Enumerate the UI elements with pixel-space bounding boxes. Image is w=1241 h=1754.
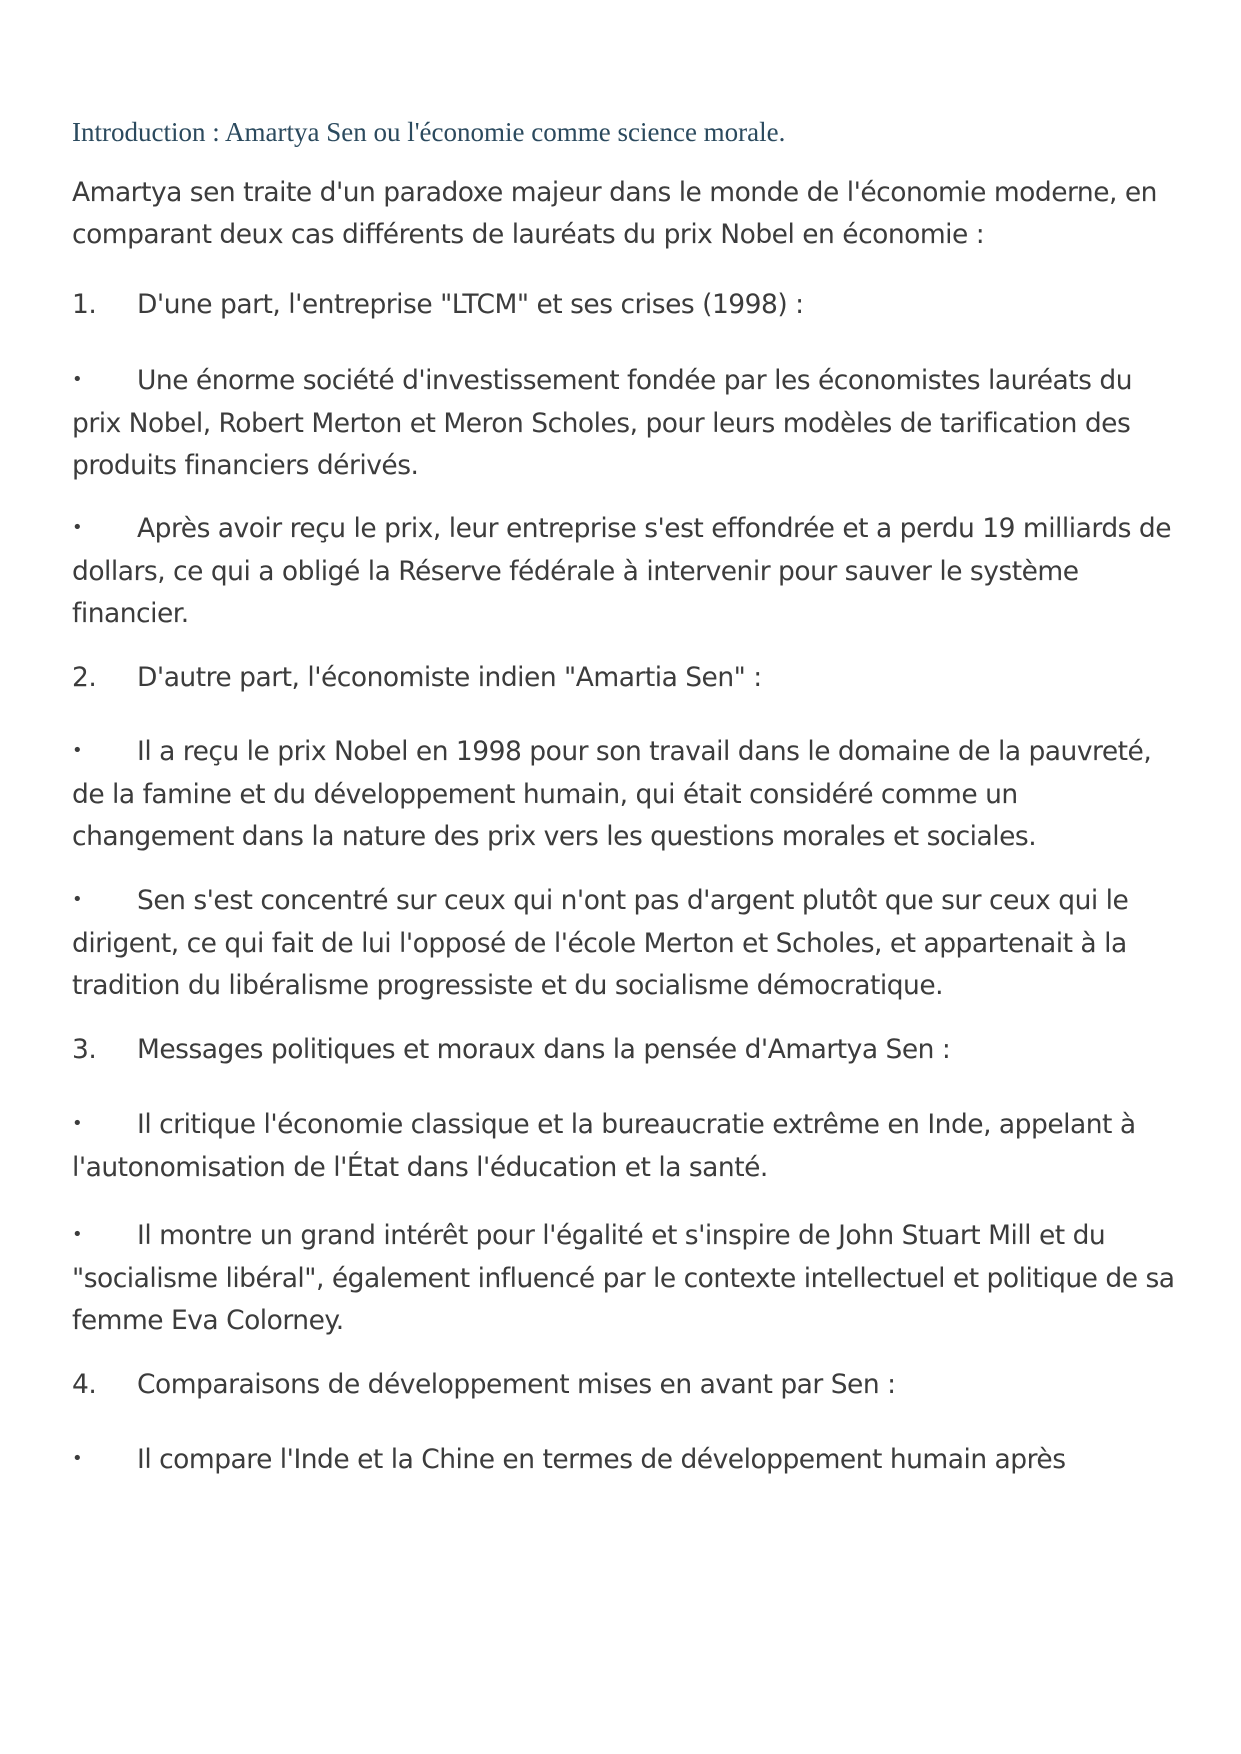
bullet-marker: • [72, 516, 83, 538]
list-number: 1. [72, 289, 97, 320]
bullet-marker: • [72, 1447, 83, 1469]
list-item-4 [72, 1364, 1182, 1406]
list-item-text: Comparaisons de développement mises en avant par Sen : [137, 1369, 896, 1400]
bullet-item [72, 1104, 1182, 1189]
bullet-text: Une énorme société d'investissement fondée par les économistes lauréats du prix Nobel, Robert Merton et Meron Scholes, pour leurs modèles de tarification des produits financiers dérivés. [72, 365, 1132, 481]
list-item-2 [72, 657, 1182, 699]
list-item-3 [72, 1029, 1182, 1071]
list-item-1 [72, 284, 1182, 326]
bullet-text: Il compare l'Inde et la Chine en termes de développement humain après [137, 1444, 1066, 1475]
bullet-item [72, 880, 1182, 1007]
document-title: Introduction : Amartya Sen ou l'économie comme science morale. [72, 117, 786, 147]
bullet-item [72, 508, 1182, 635]
list-number: 4. [72, 1369, 97, 1400]
bullet-text: Il critique l'économie classique et la bureaucratie extrême en Inde, appelant à l'autonomisation de l'État dans l'éducation et la santé. [72, 1109, 1136, 1183]
bullet-text: Il a reçu le prix Nobel en 1998 pour son travail dans le domaine de la pauvreté, de la famine et du développement humain, qui était considéré comme un changement dans la nature des prix vers les questions morales et sociales. [72, 736, 1152, 852]
list-number: 2. [72, 662, 97, 693]
bullet-item [72, 1215, 1182, 1342]
list-item-text: D'autre part, l'économiste indien "Amartia Sen" : [137, 662, 762, 693]
bullet-item [72, 1439, 1182, 1482]
bullet-marker: • [72, 1112, 83, 1134]
bullet-text: Sen s'est concentré sur ceux qui n'ont pas d'argent plutôt que sur ceux qui le dirigent, ce qui fait de lui l'opposé de l'école Merton et Scholes, et appartenait à la tradition du libéralisme progressiste et du socialisme démocratique. [72, 885, 1129, 1001]
bullet-item [72, 731, 1182, 858]
intro-paragraph: Amartya sen traite d'un paradoxe majeur dans le monde de l'économie moderne, en comparant deux cas différents de lauréats du prix Nobel en économie : [72, 177, 1157, 250]
bullet-text: Après avoir reçu le prix, leur entreprise s'est effondrée et a perdu 19 milliards de dollars, ce qui a obligé la Réserve fédérale à intervenir pour sauver le système financier. [72, 513, 1171, 629]
bullet-marker: • [72, 1223, 83, 1245]
list-item-text: D'une part, l'entreprise "LTCM" et ses crises (1998) : [137, 289, 804, 320]
list-item-text: Messages politiques et moraux dans la pensée d'Amartya Sen : [137, 1034, 951, 1065]
bullet-marker: • [72, 888, 83, 910]
bullet-marker: • [72, 368, 83, 390]
list-number: 3. [72, 1034, 97, 1065]
bullet-text: Il montre un grand intérêt pour l'égalité et s'inspire de John Stuart Mill et du "socialisme libéral", également influencé par le contexte intellectuel et politique de sa femme Eva Colorney. [72, 1220, 1175, 1336]
bullet-marker: • [72, 739, 83, 761]
bullet-item [72, 360, 1182, 487]
